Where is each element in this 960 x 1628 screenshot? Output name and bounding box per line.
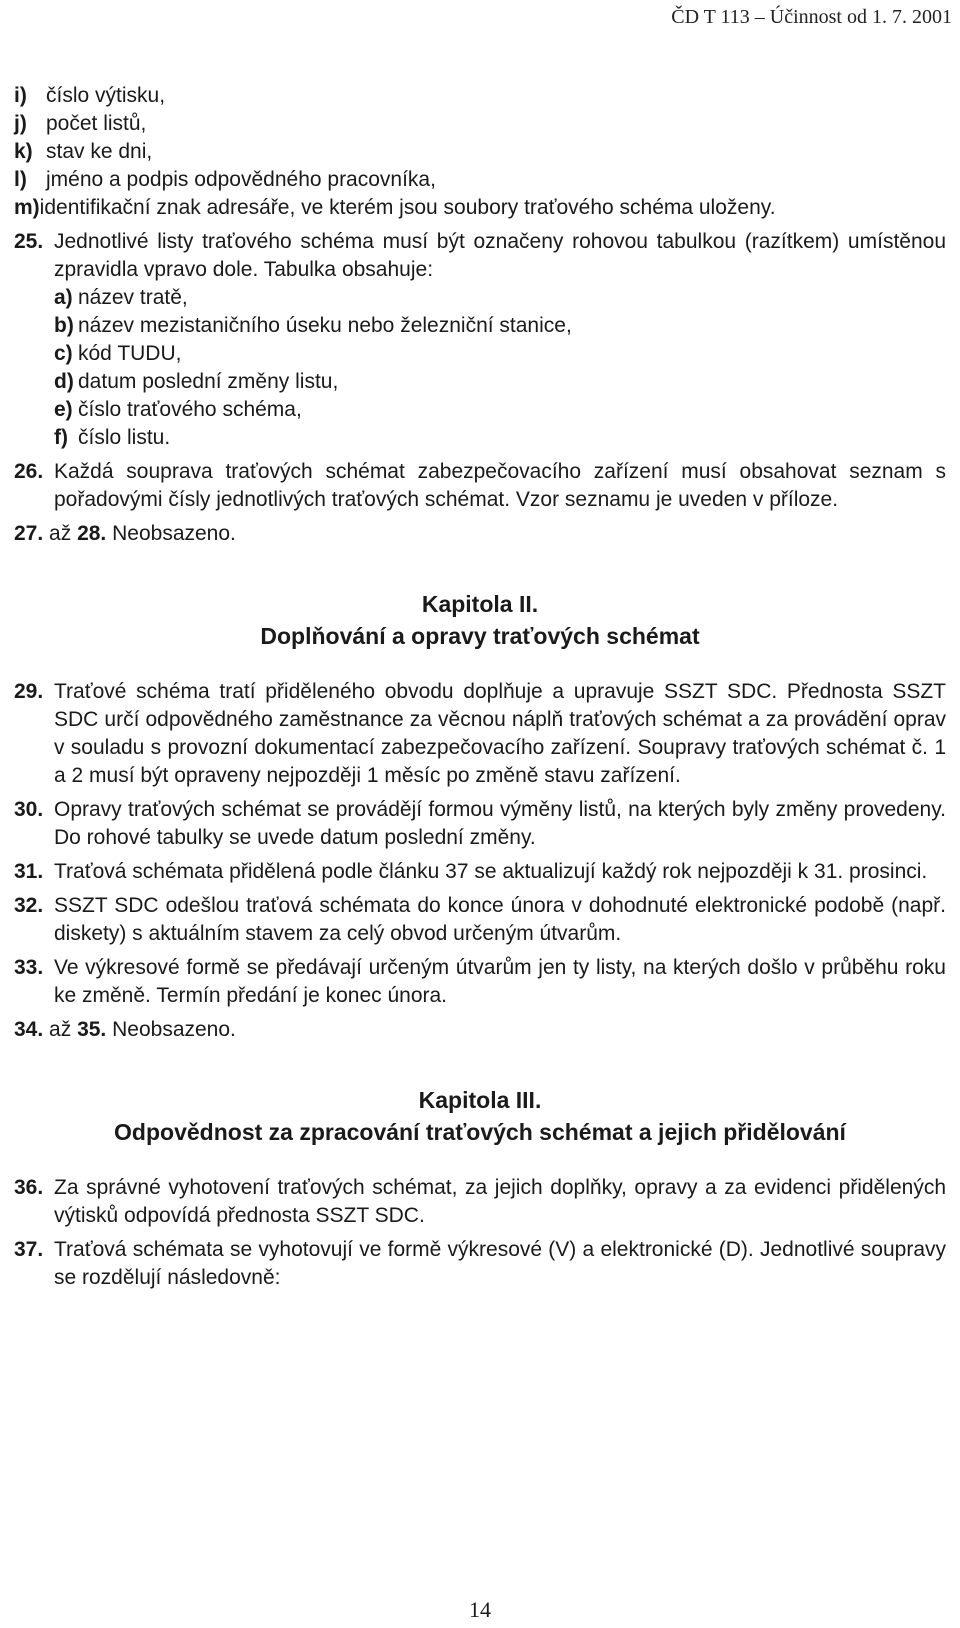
chapter-subtitle: Odpovědnost za zpracování traťových schémat a jejich přidělování [114, 1119, 846, 1145]
list-item [14, 110, 946, 138]
list-item-label: f) [54, 426, 68, 449]
page-header: ČD T 113 – Účinnost od 1. 7. 2001 [671, 6, 952, 28]
paragraph-text: SSZT SDC odešlou traťová schémata do konce února v dohodnuté elektronické podobě (např. diskety) s aktuálním stavem za celý obvod určeným útvarům. [54, 894, 946, 945]
paragraph-number: 32. [14, 894, 44, 917]
paragraph-27 [14, 520, 946, 548]
list-item [54, 312, 946, 340]
paragraph-32 [14, 892, 946, 948]
list-item [14, 166, 946, 194]
paragraph-number: 25. [14, 230, 44, 253]
list-item-text: stav ke dni, [46, 140, 153, 163]
list-item [54, 396, 946, 424]
paragraph-number: 35. [77, 1018, 107, 1041]
paragraph-37 [14, 1236, 946, 1292]
paragraph-text: Za správné vyhotovení traťových schémat, za jejich doplňky, opravy a za evidenci přidělených výtisků odpovídá přednosta SSZT SDC. [54, 1176, 946, 1227]
list-item-label: l) [14, 168, 27, 191]
paragraph-text: Traťová schémata se vyhotovují ve formě výkresové (V) a elektronické (D). Jednotlivé soupravy se rozdělují následovně: [54, 1238, 946, 1289]
paragraph-number: 37. [14, 1238, 44, 1261]
paragraph-30 [14, 796, 946, 852]
range-word: až [49, 522, 72, 545]
range-word: až [49, 1018, 72, 1041]
list-item [54, 284, 946, 312]
paragraph-number: 36. [14, 1176, 44, 1199]
list-item-label: d) [54, 370, 74, 393]
paragraph-31 [14, 858, 946, 886]
table-contents-list [54, 284, 946, 452]
list-item-text: název tratě, [78, 286, 188, 309]
paragraph-text: Traťové schéma tratí přiděleného obvodu doplňuje a upravuje SSZT SDC. Přednosta SSZT SDC určí odpovědného zaměstnance za věcnou náplň traťových schémat a za provádění oprav v souladu s provozní dokumentací zabezpečovacího zařízení. Soupravy traťových schémat č. 1 a 2 musí být opraveny nejpozději 1 měsíc po změně stavu zařízení. [54, 680, 946, 787]
paragraph-text: Neobsazeno. [112, 522, 236, 545]
list-item-label: a) [54, 286, 73, 309]
list-item-text: číslo traťového schéma, [78, 398, 302, 421]
list-item-label: j) [14, 112, 27, 135]
list-item-label: k) [14, 140, 33, 163]
paragraph-number: 33. [14, 956, 44, 979]
paragraph-number: 29. [14, 680, 44, 703]
document-body [14, 82, 946, 1292]
paragraph-text: Jednotlivé listy traťového schéma musí být označeny rohovou tabulkou (razítkem) umístěnou zpravidla vpravo dole. Tabulka obsahuje: [54, 230, 946, 281]
paragraph-34 [14, 1016, 946, 1044]
chapter-title: Kapitola III. [418, 1087, 542, 1113]
list-item-text: počet listů, [46, 112, 147, 135]
paragraph-26 [14, 458, 946, 514]
paragraph-number: 27. [14, 522, 44, 545]
paragraph-number: 31. [14, 860, 44, 883]
list-item-text: číslo listu. [78, 426, 171, 449]
list-item-text: kód TUDU, [78, 342, 182, 365]
paragraph-number: 30. [14, 798, 44, 821]
list-item-label: m) [14, 196, 40, 219]
list-item [14, 138, 946, 166]
list-item [54, 368, 946, 396]
list-item-text: číslo výtisku, [46, 84, 166, 107]
chapter-subtitle: Doplňování a opravy traťových schémat [260, 623, 700, 649]
chapter-title: Kapitola II. [421, 591, 539, 617]
paragraph-text: Každá souprava traťových schémat zabezpečovacího zařízení musí obsahovat seznam s pořadovými čísly jednotlivých traťových schémat. Vzor seznamu je uveden v příloze. [54, 460, 946, 511]
paragraph-36 [14, 1174, 946, 1230]
list-item-label: b) [54, 314, 74, 337]
paragraph-25 [14, 228, 946, 452]
paragraph-text: Traťová schémata přidělená podle článku 37 se aktualizují každý rok nejpozději k 31. prosinci. [54, 860, 928, 883]
list-item-text: datum poslední změny listu, [78, 370, 339, 393]
list-item-label: e) [54, 398, 73, 421]
list-item [54, 424, 946, 452]
page-number: 14 [469, 1597, 491, 1622]
list-item [14, 82, 946, 110]
list-item-label: i) [14, 84, 27, 107]
list-item [14, 194, 946, 222]
paragraph-number: 34. [14, 1018, 44, 1041]
paragraph-text: Ve výkresové formě se předávají určeným útvarům jen ty listy, na kterých došlo v průběhu roku ke změně. Termín předání je konec února. [54, 956, 946, 1007]
list-item-label: c) [54, 342, 73, 365]
paragraph-text: Opravy traťových schémat se provádějí formou výměny listů, na kterých byly změny provedeny. Do rohové tabulky se uvede datum poslední změny. [54, 798, 946, 849]
paragraph-number: 28. [77, 522, 107, 545]
list-item-text: název mezistaničního úseku nebo železniční stanice, [78, 314, 572, 337]
paragraph-29 [14, 678, 946, 790]
paragraph-number: 26. [14, 460, 44, 483]
top-list [14, 82, 946, 222]
list-item [54, 340, 946, 368]
paragraph-text: Neobsazeno. [112, 1018, 236, 1041]
paragraph-33 [14, 954, 946, 1010]
list-item-text: jméno a podpis odpovědného pracovníka, [46, 168, 436, 191]
list-item-text: identifikační znak adresáře, ve kterém jsou soubory traťového schéma uloženy. [39, 196, 776, 219]
